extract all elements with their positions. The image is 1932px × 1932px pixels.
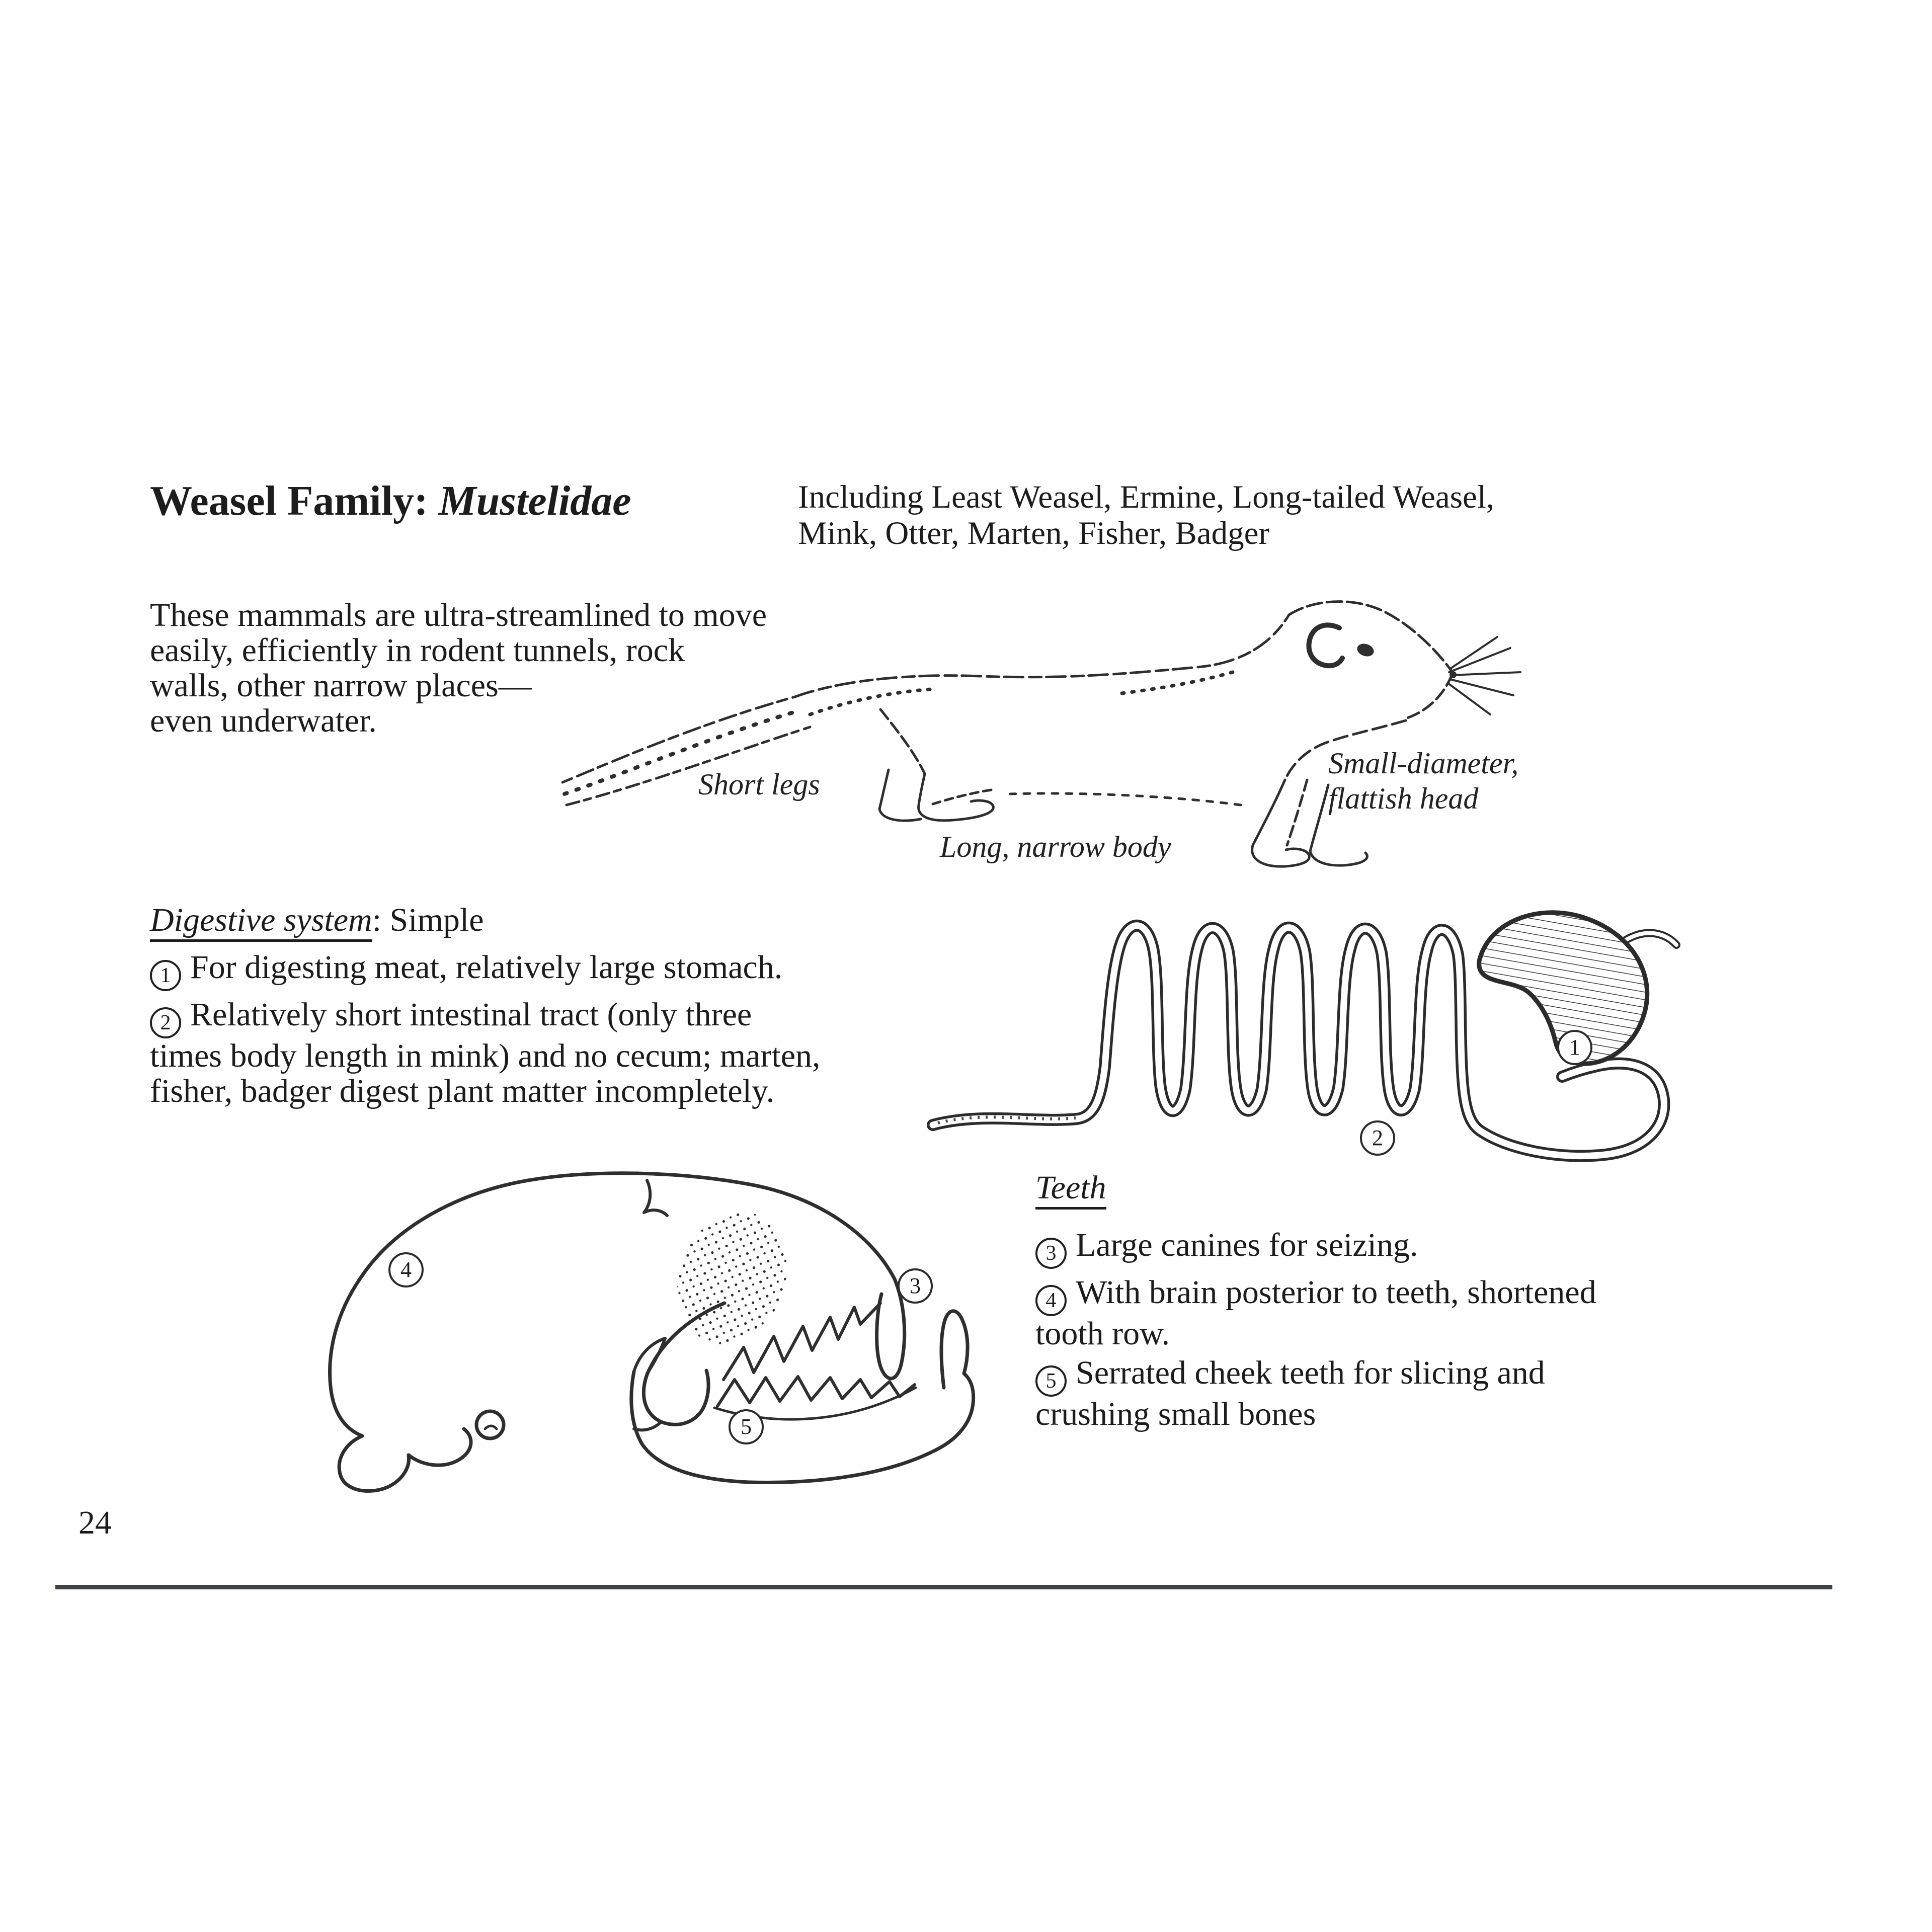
teeth-item-4: 4 With brain posterior to teeth, shortened tooth row. [1035, 1274, 1596, 1352]
teeth-item-5: 5 Serrated cheek teeth for slicing and crushing small bones [1035, 1354, 1545, 1432]
skull-illustration [282, 1147, 986, 1499]
teeth-heading-label: Teeth [1035, 1170, 1106, 1210]
footer-rule [55, 1585, 1832, 1589]
intro-line: These mammals are ultra-streamlined to move [150, 597, 767, 633]
digestive-item-1: 1 For digesting meat, relatively large stomach. [150, 950, 782, 991]
page-title [150, 477, 631, 525]
intro-line: walls, other narrow places— [150, 667, 532, 704]
label-flattish-head: Small-diameter, flattish head [1328, 747, 1519, 815]
circled-number-2: 2 [150, 1007, 181, 1038]
subtitle [798, 479, 1494, 551]
subtitle-line: Including Least Weasel, Ermine, Long-tailed Weasel, [798, 479, 1495, 515]
digestive-heading-label: Digestive system [150, 903, 372, 942]
skull-cranium [330, 1173, 895, 1491]
page-number: 24 [78, 1504, 112, 1541]
teeth-item-3: 3 Large canines for seizing. [1035, 1228, 1418, 1269]
intro-line: easily, efficiently in rodent tunnels, rock [150, 632, 685, 669]
esophagus [1626, 933, 1676, 945]
page-title-family: Weasel Family: [150, 477, 428, 524]
circled-number-1: 1 [150, 960, 181, 991]
label-short-legs: Short legs [698, 768, 820, 801]
digestive-heading [150, 903, 484, 942]
teeth-heading [1035, 1170, 1106, 1210]
weasel-eye [1355, 641, 1376, 658]
circled-number-4: 4 [1035, 1285, 1067, 1316]
marker-cheek-teeth: 5 [729, 1409, 764, 1444]
page-title-latin: Mustelidae [438, 477, 631, 524]
label-long-narrow-body: Long, narrow body [940, 830, 1171, 863]
marker-canines: 3 [898, 1268, 933, 1304]
skull-stipple-patch [659, 1196, 805, 1360]
weasel-whiskers [1448, 637, 1520, 714]
weasel-ear [1309, 625, 1342, 666]
marker-braincase: 4 [388, 1252, 424, 1287]
skull-mandible [631, 1311, 974, 1483]
marker-intestine: 2 [1360, 1120, 1395, 1156]
digestive-item-2: 2 Relatively short intestinal tract (only three times body length in mink) and no cecum; marten, fisher, badger digest plant matter incompletely. [150, 996, 821, 1109]
digestive-heading-suffix: : Simple [372, 902, 484, 938]
intro-line: even underwater. [150, 702, 377, 739]
circled-number-5: 5 [1035, 1365, 1067, 1397]
subtitle-line: Mink, Otter, Marten, Fisher, Badger [798, 515, 1270, 551]
marker-stomach: 1 [1557, 1030, 1592, 1065]
weasel-body [795, 615, 1289, 805]
circled-number-3: 3 [1035, 1238, 1067, 1269]
